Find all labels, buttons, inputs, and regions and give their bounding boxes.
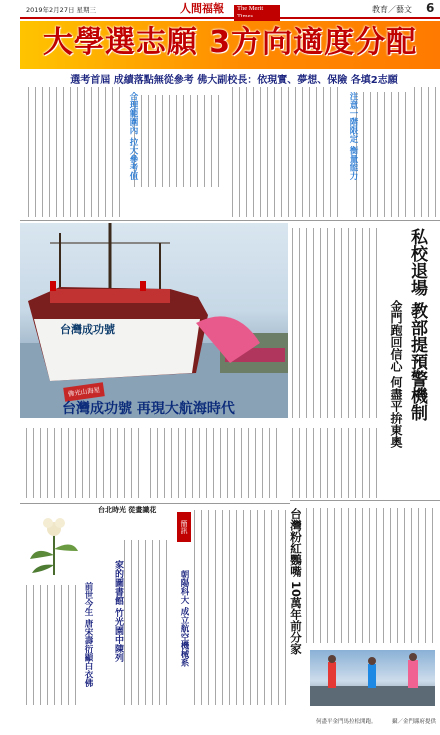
right-story-headline: 私校退場 教部提預警機制 (407, 228, 427, 421)
right-story-body-2 (292, 428, 382, 498)
runners-illustration (310, 650, 435, 706)
ship-name-text: 台灣成功號 (60, 323, 115, 336)
plant-caption: 家的圖書館 竹光園中陳列 (113, 560, 123, 663)
section-divider (20, 503, 290, 504)
art-story-title: 台北時光 從畫識花 (98, 506, 157, 514)
lower-left-body (26, 428, 141, 498)
newspaper-logo: 人間福報 (180, 2, 224, 15)
header-divider (20, 17, 440, 19)
ship-photo (20, 223, 288, 418)
brief-news-headline: 朝陽科大 成立航空機械系 (179, 570, 189, 667)
article-column (414, 87, 438, 217)
masthead (180, 3, 280, 15)
article-column (134, 95, 224, 187)
side-heading-1: 注意一階限定 衡量能力 (348, 92, 358, 180)
article-column (356, 92, 410, 217)
art-story-body-2 (124, 540, 172, 705)
side-heading-2: 合理範圍內 拉大參考值 (128, 92, 138, 180)
photo-badge: 佛光山海星 (63, 382, 105, 401)
marathon-photo-credit: 攝／金門縣府提供 (392, 719, 437, 725)
brief-news-body (194, 510, 286, 705)
section-name: 教育／藝文 (372, 5, 412, 14)
photo-caption: 台灣成功號 再現大航海時代 (62, 401, 235, 417)
ship-illustration (20, 223, 288, 418)
plant-drawing (26, 505, 83, 579)
article-column (232, 87, 340, 217)
page-number: 6 (426, 1, 435, 15)
lower-middle-body (150, 428, 282, 498)
section-divider (290, 500, 440, 501)
newspaper-logo-english: The Merit (234, 5, 280, 21)
middle-story-body (306, 508, 436, 643)
section-divider (20, 220, 440, 221)
middle-story-headline: 台灣粉紅鸚嘴 10萬年前分家 (289, 508, 303, 655)
issue-date: 2019年2月27日 星期三 (26, 6, 97, 14)
orchid-icon (26, 505, 83, 579)
marathon-photo (310, 650, 435, 706)
brief-news-label: 簡訊 (177, 512, 191, 542)
left-vertical-headline: 前世今生 唐宋壽衍顯白衣佛 (83, 582, 93, 687)
article-column (28, 87, 124, 217)
right-story-subheadline: 金門跑回信心 何盡平拚東奧 (389, 300, 403, 449)
main-headline: 大學選志願 3方向適度分配 (42, 25, 418, 60)
right-story-body (292, 228, 382, 418)
art-story-body (26, 585, 81, 705)
marathon-photo-caption: 何盡平金門馬拉松開跑。 (316, 719, 377, 725)
main-subheadline: 選考首屆 成績落點無從參考 佛大副校長：依現實、夢想、保險 各填2志願 (70, 75, 398, 86)
